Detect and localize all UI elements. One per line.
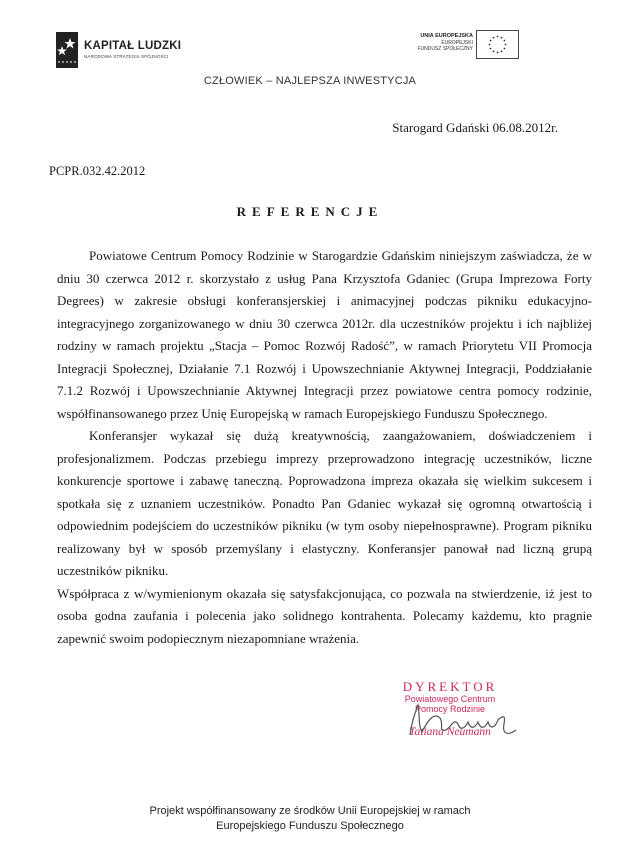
letter-title: REFERENCJE <box>236 204 384 219</box>
signature-name: Tatiana Neumann <box>409 726 491 738</box>
footer-line2: Europejskiego Funduszu Społecznego <box>216 820 404 832</box>
kapital-ludzki-title: KAPITAŁ LUDZKI <box>84 40 182 52</box>
footer-line1: Projekt współfinansowany ze środków Unii Europejskiej w ramach <box>149 805 471 817</box>
paragraph: Współpraca z w/wymienionym okazała się satysfakcjonująca, co pozwala na stwierdzenie, iż jest to osoba godna zaufania i polecenia jako solidnego kontrahenta. Polecamy każdemu, kto pragnie zapewnić swoim podopiecznym niezapomniane wrażenia. <box>57 585 592 646</box>
kapital-ludzki-subtitle: NARODOWA STRATEGIA SPÓJNOŚCI <box>84 54 169 59</box>
motto: CZŁOWIEK – NAJLEPSZA INWESTYCJA <box>203 75 417 87</box>
reference-number: PCPR.032.42.2012 <box>49 164 146 178</box>
signature-org-line2: Pomocy Rodzinie <box>414 704 486 714</box>
eu-line2: EUROPEJSKI <box>441 39 473 46</box>
eu-line1: UNIA EUROPEJSKA <box>420 33 473 39</box>
signature-org-line1: Powiatowego Centrum <box>404 694 496 704</box>
footer <box>0 804 620 834</box>
place-and-date: Starogard Gdański 06.08.2012r. <box>392 120 558 135</box>
paragraph: Konferansjer wykazał się dużą kreatywnością, zaangażowaniem, doświadczeniem i profesjonalizmem. Podczas przebiegu imprezy przeprowadzono integrację uczestników, liczne konkurencje sportowe i zabawę taneczną. Poprowadzona impreza okazała się wielkim sukcesem i spotkała się z uznaniem uczestników. Ponadto Pan Gdaniec wykazał się ogromną otwartością i odpowiednim podejściem do uczestników pikniku (w tym osoby niepełnosprawne). Program pikniku realizowany był w sposób przemyślany i elastyczny. Konferansjer panował nad liczną grupą uczestników pikniku. <box>57 428 592 578</box>
letter-body <box>57 245 592 650</box>
kapital-ludzki-logo-icon <box>56 32 78 68</box>
eu-flag-icon <box>476 30 519 59</box>
eu-logo-text <box>405 33 473 53</box>
signature-title: DYREKTOR <box>402 679 498 694</box>
paragraph: Powiatowe Centrum Pomocy Rodzinie w Starogardzie Gdańskim niniejszym zaświadcza, że w dniu 30 czerwca 2012 r. skorzystało z usług Pana Krzysztofa Gdaniec (Grupa Imprezowa Forty Degrees) w zakresie obsługi konferansjerskiej i animacyjnej podczas pikniku edukacyjno-integracyjnego zorganizowanego w dniu 30 czerwca 2012r. dla uczestników projektu i ich najbliżej rodziny w ramach projektu „Stacja – Pomoc Rozwój Radość”, w ramach Priorytetu VII Promocja Integracji Społecznej, Działanie 7.1 Rozwój i Upowszechnianie Aktywnej Integracji, Poddziałanie 7.1.2 Rozwój i Upowszechnianie Aktywnej Integracji przez powiatowe centra pomocy rodzinie, współfinansowanego przez Unię Europejską w ramach Europejskiego Funduszu Społecznego. <box>57 248 592 421</box>
handwritten-signature-icon <box>398 690 528 745</box>
eu-line3: FUNDUSZ SPOŁECZNY <box>417 46 473 52</box>
